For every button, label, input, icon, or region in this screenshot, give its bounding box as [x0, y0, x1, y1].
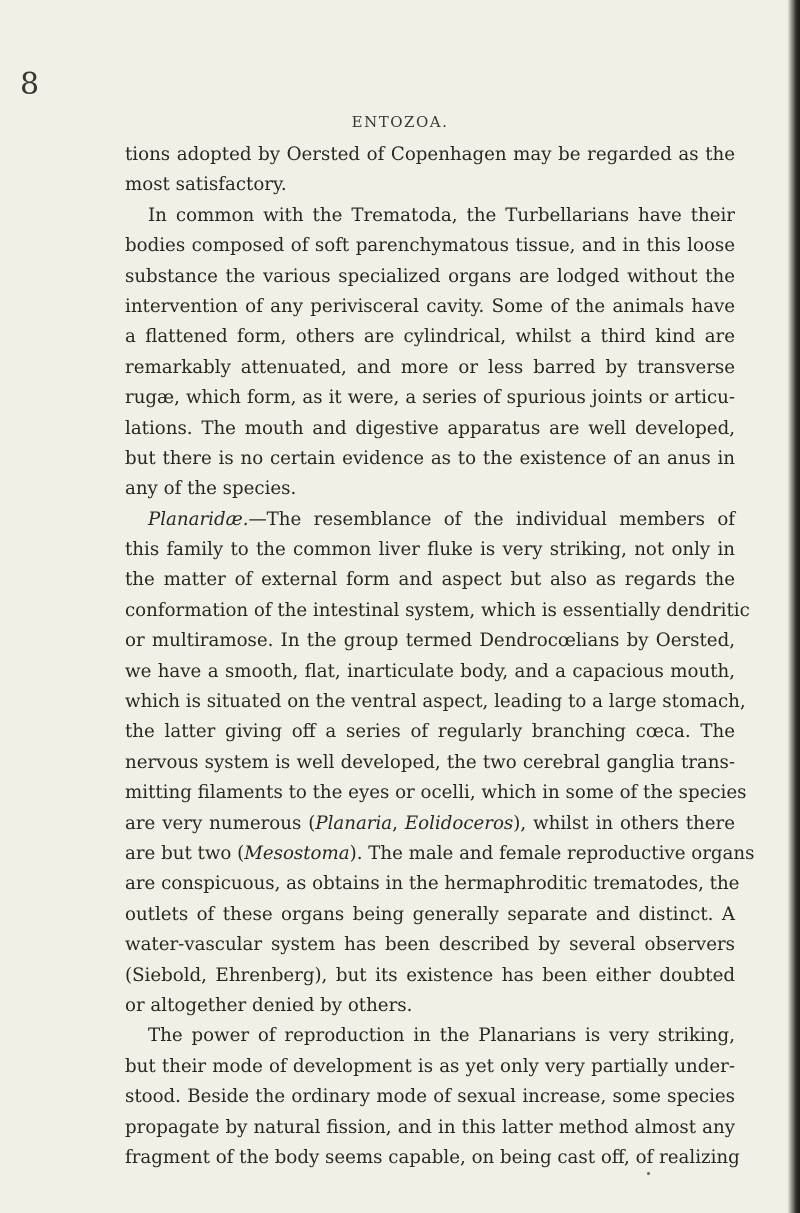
text-span: ), whilst in others there	[513, 812, 735, 834]
text-line: the matter of external form and aspect but also as regards the	[125, 569, 735, 591]
text-line: or altogether denied by others.	[125, 994, 413, 1016]
page-edge-shadow	[788, 0, 800, 1213]
text-line: outlets of these organs being generally separate and distinct. A	[125, 903, 735, 925]
text-line	[125, 839, 755, 869]
text-line: this family to the common liver fluke is very striking, not only in	[125, 539, 735, 561]
text-line: water-vascular system has been described by several observers	[125, 934, 735, 956]
text-line: we have a smooth, flat, inarticulate body, and a capacious mouth,	[125, 660, 735, 682]
text-line	[125, 809, 735, 839]
text-line: In common with the Trematoda, the Turbellarians have their	[148, 204, 735, 226]
text-line: intervention of any perivisceral cavity. Some of the animals have	[125, 295, 735, 317]
text-span: ). The male and female reproductive organs	[349, 842, 755, 864]
genus-name: Eolidoceros	[404, 812, 514, 834]
text-line: bodies composed of soft parenchymatous tissue, and in this loose	[125, 235, 735, 257]
text-line: or multiramose. In the group termed Dendrocœlians by Oersted,	[125, 630, 735, 652]
text-span: are very numerous (	[125, 812, 316, 834]
text-line: remarkably attenuated, and more or less barred by transverse	[125, 356, 735, 378]
text-span: ,	[392, 812, 405, 834]
text-line: mitting filaments to the eyes or ocelli, which in some of the species	[125, 782, 747, 804]
text-span: are but two (	[125, 842, 245, 864]
text-line: stood. Beside the ordinary mode of sexual increase, some species	[125, 1086, 735, 1108]
section-heading-planaridae: Planaridæ.	[148, 508, 249, 530]
text-line: conformation of the intestinal system, which is essentially dendritic	[125, 599, 750, 621]
text-line: propagate by natural fission, and in this latter method almost any	[125, 1116, 735, 1138]
text-line: which is situated on the ventral aspect, leading to a large stomach,	[125, 691, 746, 713]
text-line: but there is no certain evidence as to the existence of an anus in	[125, 447, 735, 469]
body-text	[125, 140, 755, 1173]
text-line: (Siebold, Ehrenberg), but its existence has been either doubted	[125, 964, 735, 986]
text-line: a flattened form, others are cylindrical, whilst a third kind are	[125, 326, 735, 348]
text-line: most satisfactory.	[125, 174, 287, 196]
page-number: 8	[20, 67, 40, 102]
text-line: are conspicuous, as obtains in the hermaphroditic trematodes, the	[125, 873, 740, 895]
text-line: The power of reproduction in the Planarians is very striking,	[148, 1025, 735, 1047]
text-line: fragment of the body seems capable, on being cast off, of realizing	[125, 1146, 740, 1168]
running-title: ENTOZOA.	[351, 113, 449, 131]
text-line: nervous system is well developed, the two cerebral ganglia trans-	[125, 751, 735, 773]
text-line: any of the species.	[125, 478, 297, 500]
genus-name: Mesostoma	[244, 842, 350, 864]
text-line: lations. The mouth and digestive apparatus are well developed,	[125, 417, 735, 439]
text-line: substance the various specialized organs are lodged without the	[125, 265, 735, 287]
paper-speck	[647, 1172, 650, 1175]
text-line: tions adopted by Oersted of Copenhagen may be regarded as the	[125, 144, 735, 165]
text-line: but their mode of development is as yet only very partially under-	[125, 1055, 735, 1077]
genus-name: Planaria	[315, 812, 393, 834]
text-line: the latter giving off a series of regularly branching cœca. The	[125, 721, 735, 743]
text-span: —The resemblance of the individual members of	[248, 508, 735, 530]
text-line	[125, 505, 735, 535]
text-line: rugæ, which form, as it were, a series of spurious joints or articu-	[125, 387, 735, 409]
